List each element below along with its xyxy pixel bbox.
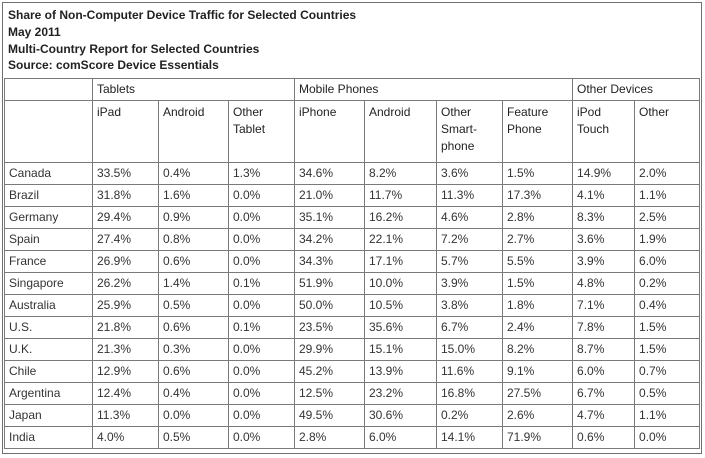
- table-row: [5, 361, 700, 383]
- table-row: [5, 163, 700, 185]
- cell-android-phone: 6.0%: [365, 427, 437, 449]
- cell-android-tablet: 1.6%: [159, 185, 229, 207]
- cell-other: 1.5%: [635, 339, 700, 361]
- cell-other-tablet: 0.0%: [229, 295, 295, 317]
- cell-iphone: 29.9%: [295, 339, 365, 361]
- cell-feature-phone: 5.5%: [503, 251, 573, 273]
- cell-android-tablet: 0.3%: [159, 339, 229, 361]
- cell-ipod-touch: 4.8%: [573, 273, 635, 295]
- table-row: [5, 405, 700, 427]
- row-country-label: India: [5, 427, 93, 449]
- cell-other: 1.5%: [635, 317, 700, 339]
- cell-other-smartphone: 5.7%: [437, 251, 503, 273]
- cell-other: 2.5%: [635, 207, 700, 229]
- row-country-label: U.K.: [5, 339, 93, 361]
- cell-android-phone: 15.1%: [365, 339, 437, 361]
- cell-other: 6.0%: [635, 251, 700, 273]
- cell-ipad: 26.2%: [93, 273, 159, 295]
- cell-other-smartphone: 0.2%: [437, 405, 503, 427]
- cell-ipad: 4.0%: [93, 427, 159, 449]
- cell-iphone: 49.5%: [295, 405, 365, 427]
- cell-android-tablet: 0.6%: [159, 317, 229, 339]
- report-title: Share of Non-Computer Device Traffic for Selected Countries: [8, 8, 357, 22]
- column-header-feature-phone: Feature Phone: [503, 101, 573, 163]
- cell-android-tablet: 1.4%: [159, 273, 229, 295]
- cell-ipod-touch: 3.9%: [573, 251, 635, 273]
- cell-ipod-touch: 7.1%: [573, 295, 635, 317]
- column-header-ipod-touch: iPod Touch: [573, 101, 635, 163]
- group-header-mobile-phones: Mobile Phones: [295, 79, 573, 101]
- cell-android-phone: 16.2%: [365, 207, 437, 229]
- table-body: [5, 163, 700, 449]
- corner-cell-lower: [5, 101, 93, 163]
- table-row: [5, 207, 700, 229]
- cell-other-tablet: 0.0%: [229, 361, 295, 383]
- cell-ipad: 25.9%: [93, 295, 159, 317]
- group-header-other-devices: Other Devices: [573, 79, 700, 101]
- table-row: [5, 229, 700, 251]
- cell-other-smartphone: 11.3%: [437, 185, 503, 207]
- row-country-label: U.S.: [5, 317, 93, 339]
- cell-ipod-touch: 6.0%: [573, 361, 635, 383]
- cell-ipod-touch: 8.7%: [573, 339, 635, 361]
- cell-android-tablet: 0.8%: [159, 229, 229, 251]
- cell-other-tablet: 0.1%: [229, 273, 295, 295]
- cell-ipod-touch: 6.7%: [573, 383, 635, 405]
- cell-iphone: 34.3%: [295, 251, 365, 273]
- cell-feature-phone: 9.1%: [503, 361, 573, 383]
- cell-other: 0.4%: [635, 295, 700, 317]
- cell-feature-phone: 1.5%: [503, 163, 573, 185]
- cell-other-tablet: 0.0%: [229, 207, 295, 229]
- cell-feature-phone: 2.4%: [503, 317, 573, 339]
- cell-other-tablet: 0.0%: [229, 185, 295, 207]
- column-header-other-smartphone: Other Smart-phone: [437, 101, 503, 163]
- cell-iphone: 2.8%: [295, 427, 365, 449]
- cell-other-tablet: 0.0%: [229, 229, 295, 251]
- table-row: [5, 273, 700, 295]
- cell-ipad: 21.8%: [93, 317, 159, 339]
- cell-ipad: 12.4%: [93, 383, 159, 405]
- cell-android-tablet: 0.5%: [159, 295, 229, 317]
- row-country-label: Brazil: [5, 185, 93, 207]
- cell-other: 0.2%: [635, 273, 700, 295]
- cell-other-tablet: 0.0%: [229, 383, 295, 405]
- row-country-label: Argentina: [5, 383, 93, 405]
- cell-feature-phone: 2.7%: [503, 229, 573, 251]
- cell-other-smartphone: 6.7%: [437, 317, 503, 339]
- cell-other-smartphone: 7.2%: [437, 229, 503, 251]
- cell-android-tablet: 0.6%: [159, 251, 229, 273]
- cell-other-tablet: 0.0%: [229, 405, 295, 427]
- cell-ipod-touch: 0.6%: [573, 427, 635, 449]
- cell-ipad: 12.9%: [93, 361, 159, 383]
- report-date: May 2011: [8, 24, 61, 39]
- cell-iphone: 21.0%: [295, 185, 365, 207]
- row-country-label: Canada: [5, 163, 93, 185]
- cell-android-phone: 11.7%: [365, 185, 437, 207]
- cell-ipod-touch: 7.8%: [573, 317, 635, 339]
- cell-ipod-touch: 8.3%: [573, 207, 635, 229]
- table-row: [5, 339, 700, 361]
- column-header-other-tablet: Other Tablet: [229, 101, 295, 163]
- cell-feature-phone: 2.6%: [503, 405, 573, 427]
- cell-android-tablet: 0.9%: [159, 207, 229, 229]
- cell-android-phone: 30.6%: [365, 405, 437, 427]
- cell-android-tablet: 0.5%: [159, 427, 229, 449]
- column-header-ipad: iPad: [93, 101, 159, 163]
- cell-other-smartphone: 15.0%: [437, 339, 503, 361]
- cell-other: 0.0%: [635, 427, 700, 449]
- cell-other-tablet: 0.0%: [229, 339, 295, 361]
- table-row: [5, 383, 700, 405]
- cell-iphone: 12.5%: [295, 383, 365, 405]
- cell-feature-phone: 1.8%: [503, 295, 573, 317]
- cell-other: 1.1%: [635, 185, 700, 207]
- row-country-label: Chile: [5, 361, 93, 383]
- cell-feature-phone: 71.9%: [503, 427, 573, 449]
- cell-android-tablet: 0.6%: [159, 361, 229, 383]
- column-header-row: [5, 101, 700, 163]
- cell-android-phone: 23.2%: [365, 383, 437, 405]
- table-row: [5, 185, 700, 207]
- table-row: [5, 251, 700, 273]
- cell-android-tablet: 0.4%: [159, 163, 229, 185]
- cell-iphone: 23.5%: [295, 317, 365, 339]
- column-header-android-phone: Android: [365, 101, 437, 163]
- report-subtitle: Multi-Country Report for Selected Countries: [8, 41, 260, 56]
- report-source: Source: comScore Device Essentials: [8, 58, 219, 73]
- cell-ipad: 21.3%: [93, 339, 159, 361]
- cell-android-phone: 35.6%: [365, 317, 437, 339]
- cell-other: 0.7%: [635, 361, 700, 383]
- cell-ipod-touch: 4.7%: [573, 405, 635, 427]
- cell-other-tablet: 0.0%: [229, 251, 295, 273]
- row-country-label: Australia: [5, 295, 93, 317]
- cell-iphone: 50.0%: [295, 295, 365, 317]
- cell-ipad: 33.5%: [93, 163, 159, 185]
- cell-android-tablet: 0.4%: [159, 383, 229, 405]
- corner-cell: [5, 79, 93, 101]
- cell-feature-phone: 1.5%: [503, 273, 573, 295]
- cell-ipod-touch: 4.1%: [573, 185, 635, 207]
- cell-iphone: 51.9%: [295, 273, 365, 295]
- group-header-tablets: Tablets: [93, 79, 295, 101]
- cell-other: 1.9%: [635, 229, 700, 251]
- cell-other-tablet: 0.1%: [229, 317, 295, 339]
- row-country-label: Spain: [5, 229, 93, 251]
- cell-android-phone: 22.1%: [365, 229, 437, 251]
- cell-other-smartphone: 4.6%: [437, 207, 503, 229]
- cell-ipad: 29.4%: [93, 207, 159, 229]
- cell-iphone: 35.1%: [295, 207, 365, 229]
- row-country-label: France: [5, 251, 93, 273]
- cell-android-phone: 8.2%: [365, 163, 437, 185]
- cell-iphone: 34.2%: [295, 229, 365, 251]
- cell-ipad: 27.4%: [93, 229, 159, 251]
- report-title-block: [8, 7, 356, 74]
- table-row: [5, 427, 700, 449]
- cell-feature-phone: 2.8%: [503, 207, 573, 229]
- row-country-label: Japan: [5, 405, 93, 427]
- cell-other-smartphone: 16.8%: [437, 383, 503, 405]
- cell-other: 1.1%: [635, 405, 700, 427]
- column-header-iphone: iPhone: [295, 101, 365, 163]
- device-traffic-table: [4, 78, 700, 449]
- cell-other-tablet: 0.0%: [229, 427, 295, 449]
- cell-other: 2.0%: [635, 163, 700, 185]
- group-header-row: [5, 79, 700, 101]
- cell-other-smartphone: 3.8%: [437, 295, 503, 317]
- row-country-label: Singapore: [5, 273, 93, 295]
- cell-other-tablet: 1.3%: [229, 163, 295, 185]
- row-country-label: Germany: [5, 207, 93, 229]
- cell-other: 0.5%: [635, 383, 700, 405]
- table-row: [5, 317, 700, 339]
- cell-android-phone: 17.1%: [365, 251, 437, 273]
- cell-other-smartphone: 14.1%: [437, 427, 503, 449]
- cell-feature-phone: 17.3%: [503, 185, 573, 207]
- cell-ipad: 26.9%: [93, 251, 159, 273]
- cell-android-phone: 10.0%: [365, 273, 437, 295]
- cell-ipad: 31.8%: [93, 185, 159, 207]
- cell-iphone: 45.2%: [295, 361, 365, 383]
- cell-feature-phone: 8.2%: [503, 339, 573, 361]
- table-row: [5, 295, 700, 317]
- cell-android-phone: 10.5%: [365, 295, 437, 317]
- cell-android-tablet: 0.0%: [159, 405, 229, 427]
- cell-other-smartphone: 11.6%: [437, 361, 503, 383]
- cell-feature-phone: 27.5%: [503, 383, 573, 405]
- cell-android-phone: 13.9%: [365, 361, 437, 383]
- column-header-android-tablet: Android: [159, 101, 229, 163]
- cell-ipad: 11.3%: [93, 405, 159, 427]
- cell-iphone: 34.6%: [295, 163, 365, 185]
- cell-other-smartphone: 3.6%: [437, 163, 503, 185]
- cell-other-smartphone: 3.9%: [437, 273, 503, 295]
- cell-ipod-touch: 3.6%: [573, 229, 635, 251]
- column-header-other: Other: [635, 101, 700, 163]
- cell-ipod-touch: 14.9%: [573, 163, 635, 185]
